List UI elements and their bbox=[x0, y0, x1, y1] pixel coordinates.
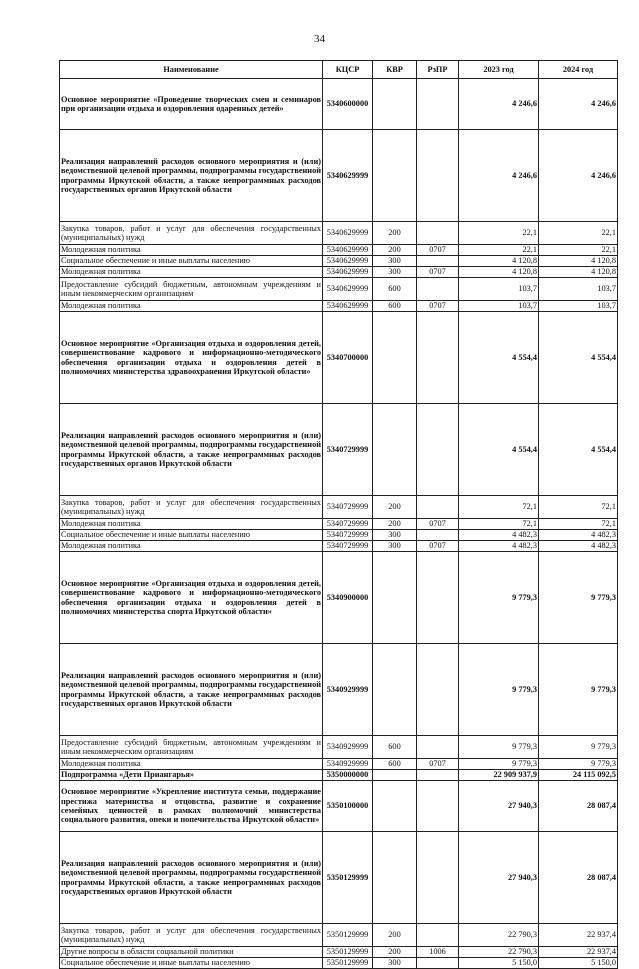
cell-2024: 4 554,4 bbox=[539, 312, 618, 404]
cell-2024: 72,1 bbox=[539, 496, 618, 519]
cell-rzpr: 0707 bbox=[417, 759, 459, 770]
cell-2024: 5 150,0 bbox=[539, 958, 618, 969]
cell-kvr bbox=[373, 404, 417, 496]
cell-kcsr: 5340900000 bbox=[323, 552, 373, 644]
cell-name: Молодежная политика bbox=[60, 267, 323, 278]
header-rzpr: РзПР bbox=[417, 61, 459, 79]
cell-2024: 9 779,3 bbox=[539, 759, 618, 770]
cell-kvr: 300 bbox=[373, 267, 417, 278]
table-row bbox=[60, 130, 618, 222]
cell-kcsr: 5350129999 bbox=[323, 832, 373, 924]
cell-kvr: 200 bbox=[373, 222, 417, 245]
cell-2023: 22 790,3 bbox=[459, 924, 539, 947]
cell-rzpr bbox=[417, 130, 459, 222]
cell-rzpr bbox=[417, 781, 459, 832]
table-row bbox=[60, 404, 618, 496]
cell-2023: 72,1 bbox=[459, 519, 539, 530]
cell-rzpr: 0707 bbox=[417, 519, 459, 530]
cell-kvr bbox=[373, 644, 417, 736]
cell-rzpr bbox=[417, 79, 459, 130]
cell-kvr bbox=[373, 79, 417, 130]
cell-kcsr: 5340629999 bbox=[323, 245, 373, 256]
cell-2023: 9 779,3 bbox=[459, 644, 539, 736]
cell-kvr: 300 bbox=[373, 256, 417, 267]
cell-2023: 72,1 bbox=[459, 496, 539, 519]
cell-2023: 4 120,8 bbox=[459, 267, 539, 278]
cell-name: Закупка товаров, работ и услуг для обеспечения государственных (муниципальных) нужд bbox=[60, 924, 323, 947]
cell-kvr bbox=[373, 312, 417, 404]
cell-name: Реализация направлений расходов основного мероприятия и (или) ведомственной целевой программы, подпрограммы государственной программы Иркутской области, а также непрограммных расходов государственных органов Иркутской области bbox=[60, 130, 323, 222]
cell-name: Закупка товаров, работ и услуг для обеспечения государственных (муниципальных) нужд bbox=[60, 222, 323, 245]
cell-kcsr: 5340629999 bbox=[323, 267, 373, 278]
cell-name: Предоставление субсидий бюджетным, автономным учреждениям и иным некоммерческим организациям bbox=[60, 736, 323, 759]
cell-rzpr: 0707 bbox=[417, 301, 459, 312]
table-row bbox=[60, 301, 618, 312]
cell-kvr bbox=[373, 552, 417, 644]
cell-2024: 4 120,8 bbox=[539, 256, 618, 267]
cell-2024: 4 246,6 bbox=[539, 79, 618, 130]
table-row bbox=[60, 222, 618, 245]
cell-rzpr bbox=[417, 770, 459, 781]
cell-2024: 72,1 bbox=[539, 519, 618, 530]
cell-name: Основное мероприятие «Укрепление института семьи, поддержание престижа материнства и отцовства, развитие и сохранение семейных ценностей в рамках полномочий министерства социального развития, опеки и попечительства Иркутской области» bbox=[60, 781, 323, 832]
cell-2024: 22,1 bbox=[539, 222, 618, 245]
cell-kvr: 600 bbox=[373, 759, 417, 770]
budget-table bbox=[59, 60, 618, 969]
cell-2023: 4 120,8 bbox=[459, 256, 539, 267]
cell-2024: 9 779,3 bbox=[539, 552, 618, 644]
cell-kcsr: 5340729999 bbox=[323, 530, 373, 541]
cell-kcsr: 5340629999 bbox=[323, 301, 373, 312]
table-row bbox=[60, 519, 618, 530]
table-row bbox=[60, 832, 618, 924]
cell-name: Реализация направлений расходов основного мероприятия и (или) ведомственной целевой программы, подпрограммы государственной программы Иркутской области, а также непрограммных расходов государственных органов Иркутской области bbox=[60, 404, 323, 496]
cell-2024: 22 937,4 bbox=[539, 924, 618, 947]
cell-rzpr bbox=[417, 278, 459, 301]
cell-kvr bbox=[373, 770, 417, 781]
cell-kcsr: 5340729999 bbox=[323, 519, 373, 530]
cell-2024: 103,7 bbox=[539, 278, 618, 301]
header-2024: 2024 год bbox=[539, 61, 618, 79]
table-row bbox=[60, 958, 618, 969]
table-row bbox=[60, 530, 618, 541]
cell-name: Предоставление субсидий бюджетным, автономным учреждениям и иным некоммерческим организациям bbox=[60, 278, 323, 301]
cell-name: Закупка товаров, работ и услуг для обеспечения государственных (муниципальных) нужд bbox=[60, 496, 323, 519]
cell-rzpr: 0707 bbox=[417, 267, 459, 278]
header-2023: 2023 год bbox=[459, 61, 539, 79]
cell-name: Социальное обеспечение и иные выплаты населению bbox=[60, 958, 323, 969]
cell-kcsr: 5350129999 bbox=[323, 958, 373, 969]
cell-2023: 103,7 bbox=[459, 301, 539, 312]
cell-kcsr: 5340729999 bbox=[323, 404, 373, 496]
cell-name: Молодежная политика bbox=[60, 301, 323, 312]
header-kcsr: КЦСР bbox=[323, 61, 373, 79]
cell-kcsr: 5350100000 bbox=[323, 781, 373, 832]
cell-2023: 22 909 937,9 bbox=[459, 770, 539, 781]
cell-rzpr: 1006 bbox=[417, 947, 459, 958]
cell-2023: 22,1 bbox=[459, 245, 539, 256]
table-row bbox=[60, 312, 618, 404]
cell-kvr: 600 bbox=[373, 301, 417, 312]
table-row bbox=[60, 256, 618, 267]
cell-kcsr: 5340600000 bbox=[323, 79, 373, 130]
cell-kvr: 300 bbox=[373, 530, 417, 541]
cell-2023: 4 554,4 bbox=[459, 312, 539, 404]
cell-kvr: 600 bbox=[373, 278, 417, 301]
table-row bbox=[60, 736, 618, 759]
cell-kcsr: 5340629999 bbox=[323, 222, 373, 245]
cell-kvr: 200 bbox=[373, 924, 417, 947]
cell-kcsr: 5340629999 bbox=[323, 278, 373, 301]
cell-name: Молодежная политика bbox=[60, 245, 323, 256]
cell-2024: 4 120,8 bbox=[539, 267, 618, 278]
cell-rzpr: 0707 bbox=[417, 541, 459, 552]
cell-kvr: 200 bbox=[373, 496, 417, 519]
table-row bbox=[60, 644, 618, 736]
table-row bbox=[60, 770, 618, 781]
cell-2023: 9 779,3 bbox=[459, 552, 539, 644]
cell-2024: 4 482,3 bbox=[539, 530, 618, 541]
cell-2023: 4 246,6 bbox=[459, 79, 539, 130]
cell-name: Реализация направлений расходов основного мероприятия и (или) ведомственной целевой программы, подпрограммы государственной программы Иркутской области, а также непрограммных расходов государственных органов Иркутской области bbox=[60, 832, 323, 924]
cell-kcsr: 5350129999 bbox=[323, 947, 373, 958]
table-row bbox=[60, 541, 618, 552]
cell-name: Молодежная политика bbox=[60, 519, 323, 530]
cell-kvr: 200 bbox=[373, 245, 417, 256]
cell-2023: 4 482,3 bbox=[459, 541, 539, 552]
cell-kcsr: 5350000000 bbox=[323, 770, 373, 781]
cell-kvr: 200 bbox=[373, 519, 417, 530]
table-row bbox=[60, 947, 618, 958]
table-row bbox=[60, 759, 618, 770]
table-row bbox=[60, 496, 618, 519]
cell-rzpr bbox=[417, 832, 459, 924]
cell-name: Социальное обеспечение и иные выплаты населению bbox=[60, 530, 323, 541]
cell-2024: 4 482,3 bbox=[539, 541, 618, 552]
cell-2023: 9 779,3 bbox=[459, 759, 539, 770]
cell-2024: 4 554,4 bbox=[539, 404, 618, 496]
cell-2023: 4 554,4 bbox=[459, 404, 539, 496]
cell-2024: 22 937,4 bbox=[539, 947, 618, 958]
cell-rzpr bbox=[417, 736, 459, 759]
cell-name: Подпрограмма «Дети Приангарья» bbox=[60, 770, 323, 781]
cell-name: Основное мероприятие «Проведение творческих смен и семинаров при организации отдыха и оздоровления одаренных детей» bbox=[60, 79, 323, 130]
cell-rzpr bbox=[417, 222, 459, 245]
cell-rzpr bbox=[417, 312, 459, 404]
cell-2023: 22 790,3 bbox=[459, 947, 539, 958]
cell-name: Молодежная политика bbox=[60, 541, 323, 552]
cell-kcsr: 5340929999 bbox=[323, 736, 373, 759]
cell-2024: 28 087,4 bbox=[539, 832, 618, 924]
cell-2024: 103,7 bbox=[539, 301, 618, 312]
cell-rzpr bbox=[417, 256, 459, 267]
table-row bbox=[60, 924, 618, 947]
cell-rzpr bbox=[417, 644, 459, 736]
cell-name: Другие вопросы в области социальной политики bbox=[60, 947, 323, 958]
cell-name: Основное мероприятие «Организация отдыха и оздоровления детей, совершенствование кадрового и информационно-методического обеспечения организации отдыха и оздоровления детей в полномочиях министерства здравоохранения Иркутской области» bbox=[60, 312, 323, 404]
cell-name: Социальное обеспечение и иные выплаты населению bbox=[60, 256, 323, 267]
page-number: 34 bbox=[314, 33, 325, 45]
cell-kvr bbox=[373, 781, 417, 832]
cell-2024: 9 779,3 bbox=[539, 736, 618, 759]
cell-2023: 27 940,3 bbox=[459, 781, 539, 832]
cell-rzpr: 0707 bbox=[417, 245, 459, 256]
cell-kcsr: 5340629999 bbox=[323, 130, 373, 222]
table-row bbox=[60, 781, 618, 832]
cell-rzpr bbox=[417, 924, 459, 947]
cell-2023: 9 779,3 bbox=[459, 736, 539, 759]
table-row bbox=[60, 267, 618, 278]
cell-kcsr: 5340700000 bbox=[323, 312, 373, 404]
cell-kvr: 200 bbox=[373, 947, 417, 958]
cell-kvr bbox=[373, 130, 417, 222]
cell-kcsr: 5340729999 bbox=[323, 541, 373, 552]
cell-2024: 9 779,3 bbox=[539, 644, 618, 736]
cell-kvr: 600 bbox=[373, 736, 417, 759]
header-name: Наименование bbox=[60, 61, 323, 79]
cell-kcsr: 5340629999 bbox=[323, 256, 373, 267]
cell-kvr: 300 bbox=[373, 958, 417, 969]
cell-2023: 27 940,3 bbox=[459, 832, 539, 924]
table-row bbox=[60, 79, 618, 130]
cell-kcsr: 5350129999 bbox=[323, 924, 373, 947]
cell-rzpr bbox=[417, 958, 459, 969]
table-row bbox=[60, 278, 618, 301]
cell-kvr: 300 bbox=[373, 541, 417, 552]
cell-kvr bbox=[373, 832, 417, 924]
cell-rzpr bbox=[417, 404, 459, 496]
cell-kcsr: 5340729999 bbox=[323, 496, 373, 519]
cell-2023: 103,7 bbox=[459, 278, 539, 301]
cell-2024: 28 087,4 bbox=[539, 781, 618, 832]
table-row bbox=[60, 552, 618, 644]
cell-2023: 5 150,0 bbox=[459, 958, 539, 969]
cell-kcsr: 5340929999 bbox=[323, 759, 373, 770]
cell-2024: 24 115 092,5 bbox=[539, 770, 618, 781]
cell-2023: 22,1 bbox=[459, 222, 539, 245]
table-row bbox=[60, 245, 618, 256]
cell-name: Реализация направлений расходов основного мероприятия и (или) ведомственной целевой программы, подпрограммы государственной программы Иркутской области, а также непрограммных расходов государственных органов Иркутской области bbox=[60, 644, 323, 736]
cell-2024: 22,1 bbox=[539, 245, 618, 256]
cell-2023: 4 482,3 bbox=[459, 530, 539, 541]
cell-2023: 4 246,6 bbox=[459, 130, 539, 222]
cell-rzpr bbox=[417, 530, 459, 541]
cell-name: Молодежная политика bbox=[60, 759, 323, 770]
header-kvr: КВР bbox=[373, 61, 417, 79]
header-row bbox=[60, 61, 618, 79]
cell-name: Основное мероприятие «Организация отдыха и оздоровления детей, совершенствование кадрового и информационно-методического обеспечения организации отдыха и оздоровления детей в полномочиях министерства спорта Иркутской области» bbox=[60, 552, 323, 644]
cell-2024: 4 246,6 bbox=[539, 130, 618, 222]
cell-kcsr: 5340929999 bbox=[323, 644, 373, 736]
cell-rzpr bbox=[417, 552, 459, 644]
cell-rzpr bbox=[417, 496, 459, 519]
